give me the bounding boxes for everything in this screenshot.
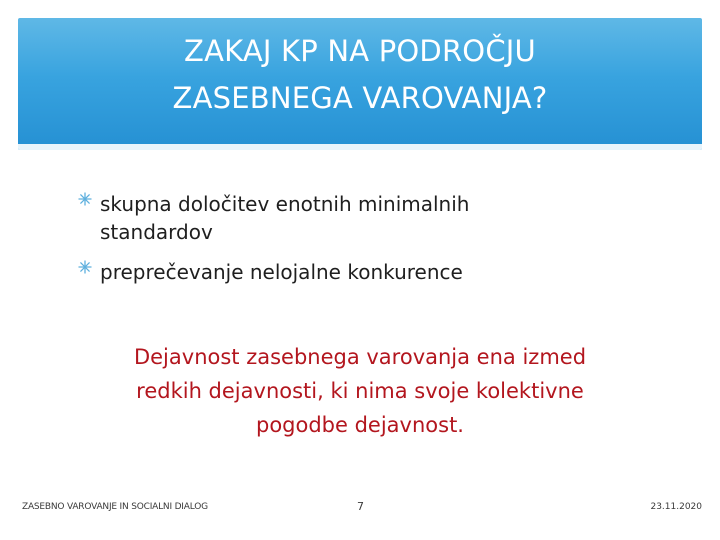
asterisk-star-icon [78,260,92,274]
bullet-list [74,190,634,298]
highlight-note [90,340,630,442]
bullet-text-line-1: skupna določitev enotnih minimalnih [100,192,470,216]
bullet-text-line-1: preprečevanje nelojalne konkurence [100,260,463,284]
bullet-text-line-2: standardov [100,220,213,244]
slide-title-line-1: ZAKAJ KP NA PODROČJU [184,34,536,68]
bullet-item [74,190,634,246]
note-line-3: pogodbe dejavnost. [255,413,464,437]
slide-title-line-2: ZASEBNEGA VAROVANJA? [172,81,548,115]
note-line-2: redkih dejavnosti, ki nima svoje kolektivne [136,379,584,403]
footer-date: 23.11.2020 [650,502,702,512]
note-line-1: Dejavnost zasebnega varovanja ena izmed [133,345,587,369]
asterisk-star-icon [78,192,92,206]
title-banner [18,18,702,150]
bullet-item [74,258,634,286]
footer-page-number: 7 [357,500,364,513]
footer-presentation-title: ZASEBNO VAROVANJE IN SOCIALNI DIALOG [22,502,208,512]
